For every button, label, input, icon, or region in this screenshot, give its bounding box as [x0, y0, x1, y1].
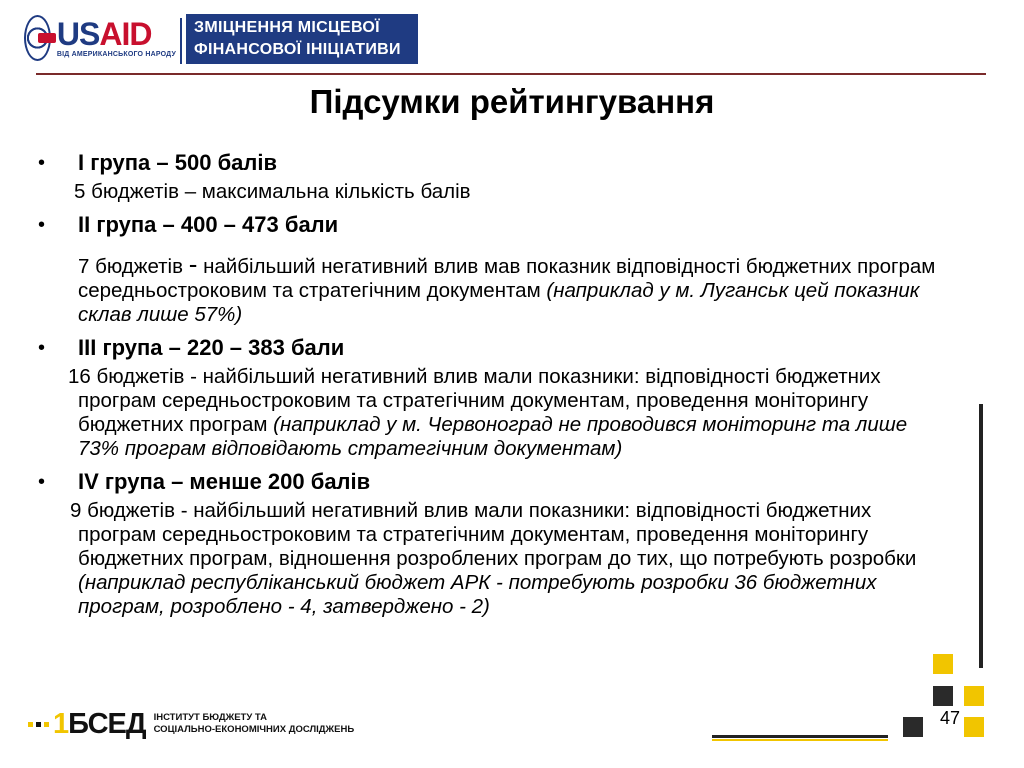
- ibsed-tagline: ІНСТИТУТ БЮДЖЕТУ ТА СОЦІАЛЬНО-ЕКОНОМІЧНИХ ДОСЛІДЖЕНЬ: [153, 712, 355, 735]
- bullet-icon: •: [38, 336, 46, 359]
- group-3-desc: 16 бюджетів - найбільший негативний влив мали показники: відповідності бюджетних програм середньостроковим та стратегічним документам, проведення моніторингу бюджетних програм (наприклад у м. Червоноград не проводився моніторинг та лише 73% програм відповідають стратегічним документам): [68, 365, 908, 460]
- ibsed-dots-icon: [28, 722, 49, 727]
- decor-square: [933, 686, 953, 706]
- slide-title: Підсумки рейтингування: [309, 83, 715, 120]
- group-2-heading: • ІІ група – 400 – 473 бали: [38, 212, 339, 237]
- decor-horizontal-bar: [712, 735, 888, 738]
- bullet-icon: •: [38, 470, 46, 493]
- initiative-line-1: ЗМІЦНЕННЯ МІСЦЕВОЇ: [194, 19, 380, 36]
- ibsed-wordmark: 1БСЕД: [53, 707, 146, 740]
- decor-vertical-bar: [979, 404, 983, 668]
- group-4-desc: 9 бюджетів - найбільший негативний влив мали показники: відповідності бюджетних програм середньостроковим та стратегічним документам, проведення моніторингу бюджетних програм, відношення розроблених програм до тих, що потребують розробки (наприклад республіканський бюджет АРК - потребують розробки 36 бюджетних програм, розроблено - 4, затверджено - 2): [70, 499, 917, 618]
- decor-square: [903, 717, 923, 737]
- usaid-logo: [24, 12, 176, 64]
- bullet-icon: •: [38, 213, 46, 236]
- group-2-desc: 7 бюджетів - найбільший негативний влив мав показник відповідності бюджетних програм середньостроковим та стратегічним документам (наприклад у м. Луганськ цей показник склав лише 57%): [78, 249, 936, 326]
- initiative-line-2: ФІНАНСОВОЇ ІНІЦІАТИВИ: [194, 41, 401, 58]
- group-1-heading: • І група – 500 балів: [38, 150, 278, 175]
- usaid-tagline: ВІД АМЕРИКАНСЬКОГО НАРОДУ: [56, 50, 176, 58]
- decor-square: [964, 717, 984, 737]
- bullet-icon: •: [38, 151, 46, 174]
- header-divider: [180, 18, 182, 64]
- page-number: 47: [940, 708, 961, 728]
- decor-square: [933, 654, 953, 674]
- group-3-heading: • ІІІ група – 220 – 383 бали: [38, 335, 345, 360]
- usaid-wordmark: USAID: [56, 15, 152, 52]
- initiative-banner: [186, 14, 418, 64]
- group-1-desc: 5 бюджетів – максимальна кількість балів: [74, 180, 471, 203]
- slide-content: [38, 146, 938, 619]
- ibsed-logo: [28, 708, 354, 740]
- decor-horizontal-bar-accent: [712, 739, 888, 741]
- usaid-seal-icon: [24, 15, 51, 61]
- decor-square: [964, 686, 984, 706]
- group-4-heading: • IV група – менше 200 балів: [38, 469, 371, 494]
- title-divider: [36, 73, 986, 75]
